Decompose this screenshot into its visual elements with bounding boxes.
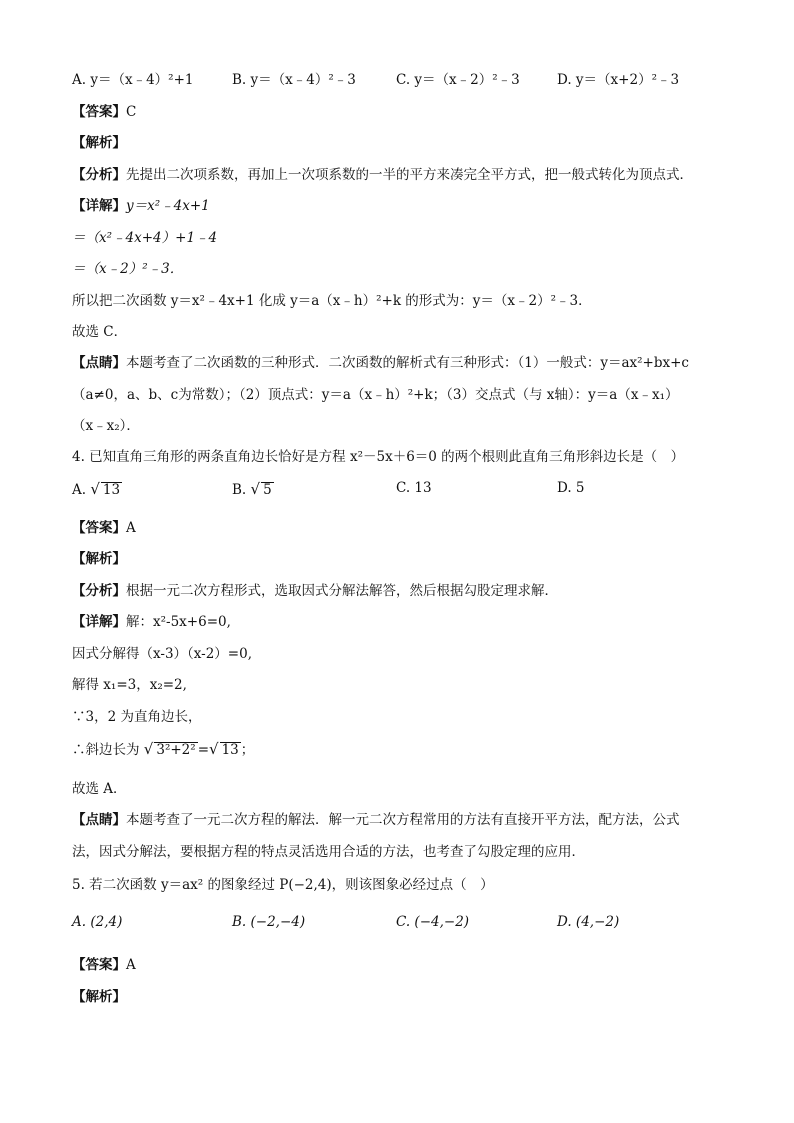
q3-conclusion: 所以把二次函数 y＝x²﹣4x+1 化成 y＝a（x﹣h）²+k 的形式为：y＝（x﹣2）²﹣3． (72, 293, 592, 309)
equals: = (197, 742, 209, 758)
q4-detail-step4: ∵3，2 为直角边长， (72, 709, 202, 725)
sqrt-sign: √ (143, 740, 154, 758)
q5-stem: 5. 若二次函数 y＝ax² 的图象经过 P(−2,4)，则该图象必经过点（ ） (72, 877, 494, 893)
dianjing-text: 本题考查了一元二次方程的解法．解一元二次方程常用的方法有直接开平方法，配方法，公式 (126, 812, 680, 828)
q4-answer (72, 516, 136, 536)
xiangjie-tag: 【详解】 (72, 198, 126, 214)
q4-fenxi (72, 579, 558, 599)
q3-option-a: A. y＝（x﹣4）²+1 (72, 72, 194, 88)
q3-option-c: C. y＝（x﹣2）²﹣3 (396, 72, 520, 88)
sqrt-sign: √ (90, 480, 100, 498)
q4-detail-step1 (72, 610, 231, 630)
q5-answer (72, 953, 136, 973)
q4-option-d: D. 5 (557, 480, 585, 496)
dianjing-tag: 【点睛】 (72, 812, 126, 828)
answer-value: A (126, 957, 136, 973)
sqrt-sign: √ (209, 740, 219, 758)
q3-choose: 故选 C． (72, 324, 128, 340)
dianjing-text: 本题考查了二次函数的三种形式．二次函数的解析式有三种形式：（1）一般式：y＝ax²+bx+c (126, 355, 689, 371)
option-label: B. (232, 482, 247, 498)
q3-option-d: D. y＝（x+2）²﹣3 (557, 72, 680, 88)
dianjing-tag: 【点睛】 (72, 355, 126, 371)
q4-choose: 故选 A． (72, 781, 127, 797)
step-text: 解：x²-5x+6=0, (126, 614, 231, 630)
q3-analysis-heading: 【解析】 (72, 135, 126, 151)
q3-dianjing-line3: （x﹣x₂）． (72, 418, 140, 434)
answer-value: C (126, 104, 137, 120)
sqrt-sign: √ (250, 480, 261, 498)
answer-tag: 【答案】 (72, 104, 126, 120)
radicand: 3²+2² (156, 742, 196, 758)
q4-option-b (232, 480, 274, 498)
q4-stem: 4. 已知直角三角形的两条直角边长恰好是方程 x²－5x＋6＝0 的两个根则此直角三角形斜边长是（ ） (72, 449, 685, 465)
q4-detail-step3: 解得 x₁=3，x₂=2, (72, 677, 187, 693)
fenxi-tag: 【分析】 (72, 583, 126, 599)
q3-dianjing-line2: （a≠0，a、b、c为常数）；（2）顶点式：y＝a（x﹣h）²+k；（3）交点式（与 x轴）：y＝a（x﹣x₁） (72, 387, 679, 403)
fenxi-text: 根据一元二次方程形式，选取因式分解法解答，然后根据勾股定理求解． (126, 583, 558, 599)
radicand: 13 (102, 482, 121, 498)
q3-fenxi (72, 163, 693, 183)
xiangjie-tag: 【详解】 (72, 614, 126, 630)
q5-option-b: B. (−2,−4) (232, 914, 306, 930)
radicand: 13 (221, 742, 239, 758)
radicand: 5 (263, 482, 272, 498)
step-suffix: ； (240, 742, 255, 758)
answer-tag: 【答案】 (72, 520, 126, 536)
q3-option-b: B. y＝（x﹣4）²﹣3 (232, 72, 356, 88)
step-text: y＝x²﹣4x+1 (126, 198, 210, 214)
q5-analysis-heading: 【解析】 (72, 989, 126, 1005)
q4-dianjing-line2: 法，因式分解法，要根据方程的特点灵活选用合适的方法，也考查了勾股定理的应用． (72, 844, 585, 860)
fenxi-text: 先提出二次项系数，再加上一次项系数的一半的平方来凑完全平方式，把一般式转化为顶点式． (126, 167, 693, 183)
option-label: A. (72, 482, 87, 498)
q3-answer (72, 100, 136, 120)
q4-detail-step5 (72, 738, 254, 758)
q5-option-c: C. (−4,−2) (396, 914, 470, 930)
q4-option-a (72, 480, 122, 498)
answer-tag: 【答案】 (72, 957, 126, 973)
q3-detail-step2: ＝（x²﹣4x+4）+1﹣4 (72, 230, 218, 246)
q3-dianjing-line1 (72, 351, 689, 371)
q4-option-c: C. 13 (396, 480, 432, 496)
q3-detail-step1 (72, 194, 210, 214)
q4-dianjing-line1 (72, 808, 680, 828)
fenxi-tag: 【分析】 (72, 167, 126, 183)
step-prefix: ∴斜边长为 (72, 742, 140, 758)
q5-option-d: D. (4,−2) (557, 914, 620, 930)
q4-analysis-heading: 【解析】 (72, 551, 126, 567)
q5-option-a: A. (2,4) (72, 914, 123, 930)
q3-detail-step3: ＝（x﹣2）²﹣3． (72, 261, 184, 277)
q4-detail-step2: 因式分解得（x-3）（x-2）=0, (72, 646, 252, 662)
answer-value: A (126, 520, 136, 536)
